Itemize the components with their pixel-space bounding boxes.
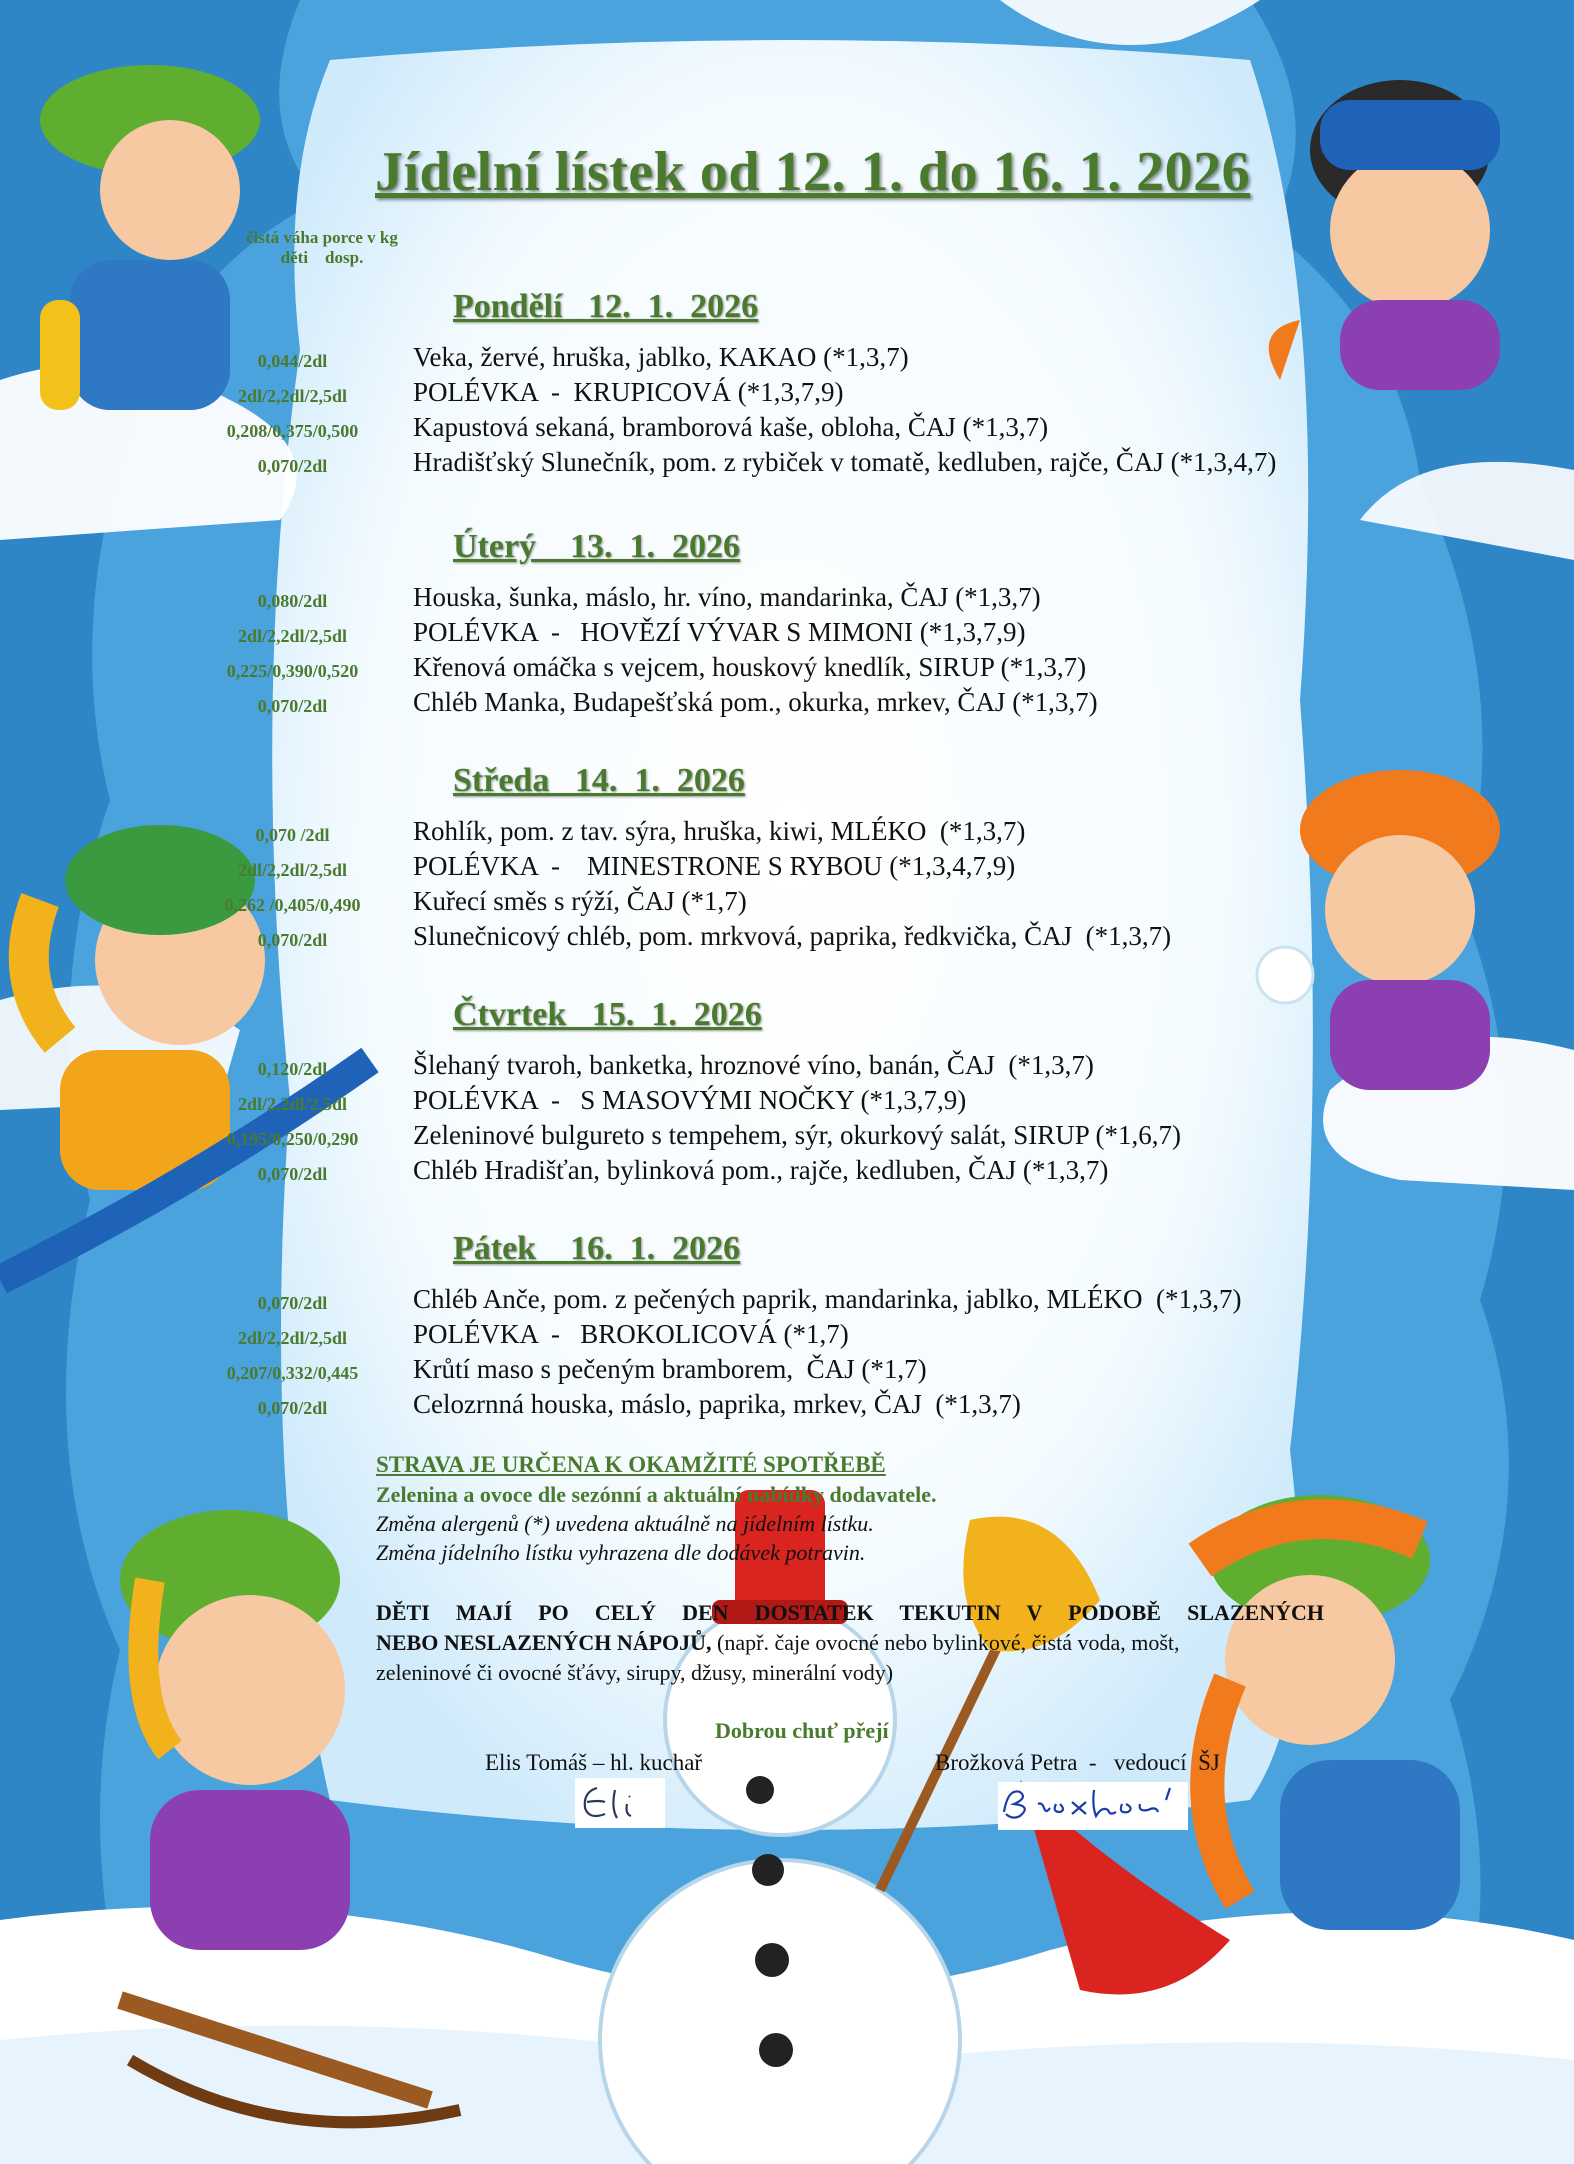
allergen-note: Změna alergenů (*) uvedena aktuálně na jídelním lístku. bbox=[376, 1511, 874, 1536]
meal-row bbox=[0, 1050, 1574, 1084]
drinks-line-1: DĚTI MAJÍ PO CELÝ DEN DOSTATEK TEKUTIN V PODOBĚ SLAZENÝCH bbox=[376, 1600, 1324, 1625]
meal-row bbox=[0, 921, 1574, 955]
meal-weight: 0,208/0,375/0,500 bbox=[226, 421, 359, 441]
meal-text: POLÉVKA - KRUPICOVÁ (*1,3,7,9) bbox=[413, 377, 844, 407]
meal-row bbox=[0, 1085, 1574, 1119]
meal-weight: 0,070/2dl bbox=[257, 456, 328, 476]
weight-label: čistá váha porce v kg bbox=[246, 228, 398, 247]
meal-row bbox=[0, 1120, 1574, 1154]
meal-weight: 0,262 /0,405/0,490 bbox=[224, 895, 361, 915]
page-title: Jídelní lístek od 12. 1. do 16. 1. 2026 bbox=[375, 141, 1251, 203]
meal-row bbox=[0, 1284, 1574, 1318]
meal-row bbox=[0, 652, 1574, 686]
meal-text: POLÉVKA - HOVĚZÍ VÝVAR S MIMONI (*1,3,7,9) bbox=[413, 617, 1026, 647]
day-heading-friday: Pátek 16. 1. 2026 bbox=[453, 1230, 741, 1267]
meal-text: Celozrnná houska, máslo, paprika, mrkev, ČAJ (*1,3,7) bbox=[413, 1389, 1021, 1419]
meal-text: POLÉVKA - S MASOVÝMI NOČKY (*1,3,7,9) bbox=[413, 1085, 967, 1115]
meal-text: Chléb Manka, Budapešťská pom., okurka, mrkev, ČAJ (*1,3,7) bbox=[413, 687, 1098, 717]
meal-weight: 0,070/2dl bbox=[257, 930, 328, 950]
meal-row bbox=[0, 1319, 1574, 1353]
meal-weight: 2dl/2,2dl/2,5dl bbox=[237, 386, 348, 406]
meal-row bbox=[0, 447, 1574, 481]
meal-row bbox=[0, 687, 1574, 721]
meal-row bbox=[0, 886, 1574, 920]
manager-name: Brožková Petra - vedoucí ŠJ bbox=[935, 1750, 1220, 1775]
meal-weight: 2dl/2,2dl/2,5dl bbox=[237, 1328, 348, 1348]
cook-signature bbox=[575, 1778, 665, 1828]
meal-text: POLÉVKA - BROKOLICOVÁ (*1,7) bbox=[413, 1319, 849, 1349]
meal-row bbox=[0, 377, 1574, 411]
meal-text: Veka, žervé, hruška, jablko, KAKAO (*1,3,7) bbox=[413, 342, 909, 372]
seasonal-note: Zelenina a ovoce dle sezónní a aktuální nabídky dodavatele. bbox=[376, 1482, 937, 1507]
meal-weight: 0,070/2dl bbox=[257, 1293, 328, 1313]
meal-row bbox=[0, 582, 1574, 616]
meal-weight: 0,207/0,332/0,445 bbox=[226, 1363, 359, 1383]
meal-weight: 0,070/2dl bbox=[257, 696, 328, 716]
drinks-line-2-bold: NEBO NESLAZENÝCH NÁPOJŮ, bbox=[376, 1630, 712, 1655]
meal-row bbox=[0, 1354, 1574, 1388]
meal-weight: 0,044/2dl bbox=[257, 351, 328, 371]
day-heading-wednesday: Středa 14. 1. 2026 bbox=[453, 762, 745, 799]
meal-row bbox=[0, 617, 1574, 651]
meal-text: Kapustová sekaná, bramborová kaše, obloha, ČAJ (*1,3,7) bbox=[413, 412, 1049, 442]
drinks-line-2 bbox=[376, 1628, 1324, 1658]
meal-text: Rohlík, pom. z tav. sýra, hruška, kiwi, MLÉKO (*1,3,7) bbox=[413, 816, 1026, 846]
meal-weight: 2dl/2,2dl/2,5dl bbox=[237, 1094, 348, 1114]
meal-weight: 0,070 /2dl bbox=[255, 825, 330, 845]
meal-row bbox=[0, 342, 1574, 376]
meal-weight: 0,070/2dl bbox=[257, 1164, 328, 1184]
meal-text: Křenová omáčka s vejcem, houskový knedlík, SIRUP (*1,3,7) bbox=[413, 652, 1087, 682]
drinks-line-3: zeleninové či ovocné šťávy, sirupy, džusy, minerální vody) bbox=[376, 1660, 894, 1685]
meal-text: Houska, šunka, máslo, hr. víno, mandarinka, ČAJ (*1,3,7) bbox=[413, 582, 1041, 612]
meal-row bbox=[0, 816, 1574, 850]
greeting: Dobrou chuť přejí bbox=[715, 1718, 889, 1743]
meal-text: Slunečnicový chléb, pom. mrkvová, paprika, ředkvička, ČAJ (*1,3,7) bbox=[413, 921, 1172, 951]
meal-text: Zeleninové bulgureto s tempehem, sýr, okurkový salát, SIRUP (*1,6,7) bbox=[413, 1120, 1182, 1150]
meal-text: Šlehaný tvaroh, banketka, hroznové víno, banán, ČAJ (*1,3,7) bbox=[413, 1050, 1094, 1080]
manager-signature bbox=[998, 1782, 1188, 1830]
cook-name: Elis Tomáš – hl. kuchař bbox=[485, 1750, 703, 1775]
meal-row bbox=[0, 1155, 1574, 1189]
meal-row bbox=[0, 851, 1574, 885]
weight-columns-label: děti dosp. bbox=[280, 248, 364, 267]
meal-weight: 2dl/2,2dl/2,5dl bbox=[237, 860, 348, 880]
meal-weight: 0,225/0,390/0,520 bbox=[226, 661, 359, 681]
drinks-line-2-rest: (např. čaje ovocné nebo bylinkové, čistá voda, mošt, bbox=[711, 1630, 1180, 1655]
meal-weight: 0,070/2dl bbox=[257, 1398, 328, 1418]
meal-weight: 0,195/0,250/0,290 bbox=[226, 1129, 359, 1149]
consumption-notice: STRAVA JE URČENA K OKAMŽITÉ SPOTŘEBĚ bbox=[376, 1452, 886, 1477]
meal-text: POLÉVKA - MINESTRONE S RYBOU (*1,3,4,7,9) bbox=[413, 851, 1016, 881]
day-heading-thursday: Čtvrtek 15. 1. 2026 bbox=[453, 996, 762, 1033]
meal-row bbox=[0, 412, 1574, 446]
drinks-paragraph bbox=[376, 1598, 1324, 1688]
day-heading-monday: Pondělí 12. 1. 2026 bbox=[453, 288, 759, 325]
meal-weight: 0,120/2dl bbox=[257, 1059, 328, 1079]
meal-weight: 2dl/2,2dl/2,5dl bbox=[237, 626, 348, 646]
meal-text: Chléb Anče, pom. z pečených paprik, mandarinka, jablko, MLÉKO (*1,3,7) bbox=[413, 1284, 1242, 1314]
meal-text: Hradišťský Slunečník, pom. z rybiček v tomatě, kedluben, rajče, ČAJ (*1,3,4,7) bbox=[413, 447, 1277, 477]
meal-text: Chléb Hradišťan, bylinková pom., rajče, kedluben, ČAJ (*1,3,7) bbox=[413, 1155, 1109, 1185]
day-heading-tuesday: Úterý 13. 1. 2026 bbox=[453, 528, 741, 565]
meal-row bbox=[0, 1389, 1574, 1423]
meal-text: Kuřecí směs s rýží, ČAJ (*1,7) bbox=[413, 886, 747, 916]
weight-column-header bbox=[232, 228, 412, 268]
meal-text: Krůtí maso s pečeným bramborem, ČAJ (*1,7) bbox=[413, 1354, 927, 1384]
meal-weight: 0,080/2dl bbox=[257, 591, 328, 611]
menu-change-note: Změna jídelního lístku vyhrazena dle dodávek potravin. bbox=[376, 1540, 866, 1565]
